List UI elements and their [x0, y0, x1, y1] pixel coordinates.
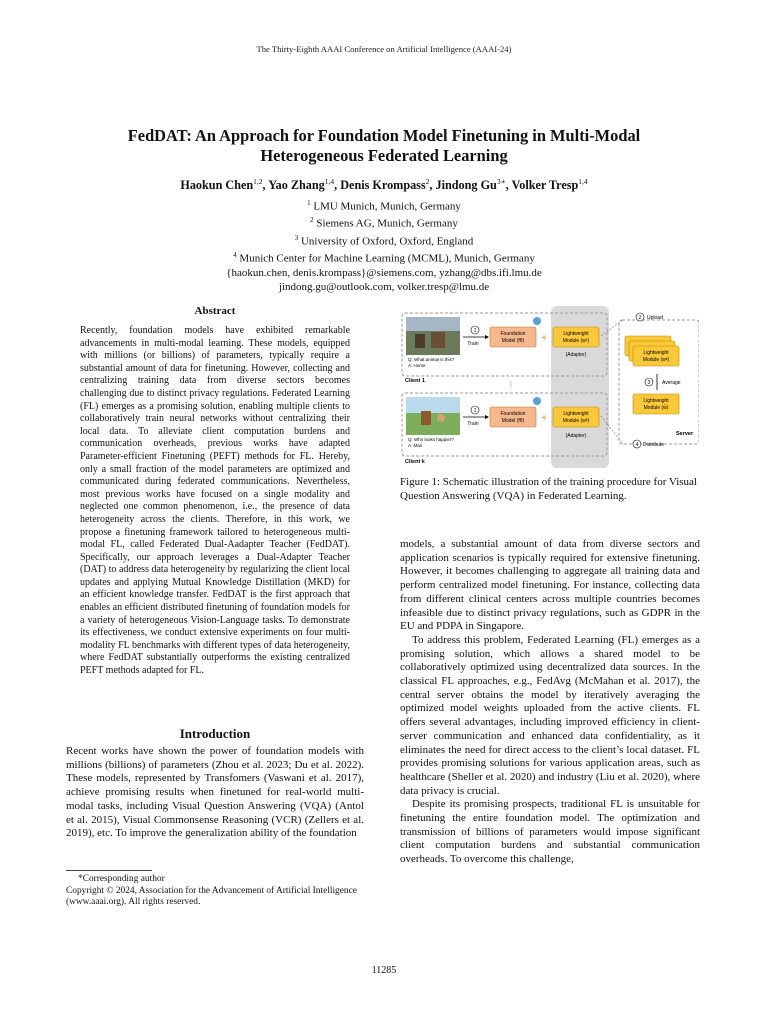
global-module-label: Lightweight	[643, 398, 669, 404]
lightweight-module-k	[553, 407, 599, 427]
corresponding-author-note: *Corresponding author	[78, 874, 165, 884]
author-separator: ,	[429, 178, 436, 193]
step-1k-number: 1	[473, 408, 477, 414]
author-name: Haokun Chen	[180, 178, 254, 193]
step-4-number: 4	[635, 442, 639, 448]
author-separator: ,	[505, 178, 512, 193]
lightweight-1-label: Lightweight	[563, 331, 589, 337]
email-line-2: jindong.gu@outlook.com, volker.tresp@lmu.de	[278, 280, 490, 293]
introduction-heading: Introduction	[179, 726, 251, 741]
stack-label: Lightweight	[643, 350, 669, 356]
foundation-1-label: Foundation	[500, 331, 526, 337]
train-label: Train	[467, 341, 479, 347]
author-name: Yao Zhang	[268, 178, 325, 193]
global-module-sub: Module (w̄)	[643, 405, 669, 411]
abstract-text: Recently, foundation models have exhibited remarkable advancements in multi-modal learning. These models, equipped with millions (or billions) of parameters, typically require a substantial amount of data for finetuning. However, collecting and centralizing training data from diverse sectors becomes challenging due to distinct privacy regulations. Federated Learning (FL) emerges as a promising solution, enabling multiple clients to collaboratively train neural networks without centralizing their local data. To alleviate client computation burdens and communication overheads, previous works have adapted Parameter-efficient Finetuning (PEFT) methods for FL. Hereby, only a small fraction of the model parameters are optimized and communicated during federated communications. Nevertheless, most previous works have focused on a single modality and neglected one common phenomenon, i.e., the presence of data heterogeneity across the clients. Therefore, in this work, we propose a finetuning framework tailored to heterogeneous multi-modal FL, called Federated Dual-Aadapter Teacher (FedDAT). Specifically, our approach leverages a Dual-Adapter Teacher (DAT) to address data heterogeneity by regularizing the client local updates and applying Mutual Knowledge Distillation (MKD) for an efficient knowledge transfer. FedDAT is the first approach that enables an efficient distributed finetuning of foundation models for a variety of heterogeneous Vision-Language tasks. To demonstrate its effectiveness, we conduct extensive experiments on four multi-modality FL benchmarks with different types of data heterogeneity, where FedDAT substantially outperforms the existing centralized PEFT methods adapted for FL.	[80, 325, 350, 677]
title-line-2: Heterogeneous Federated Learning	[260, 146, 508, 165]
upload-label: Upload	[647, 315, 663, 321]
average-label: Average	[662, 380, 681, 386]
step-1-number: 1	[473, 328, 477, 334]
clientk-question: Q: Who looks happier?	[408, 437, 454, 442]
footnote-rule	[66, 870, 152, 871]
adapter-label-1: (Adapter)	[565, 352, 587, 358]
abstract-heading: Abstract	[194, 305, 236, 317]
footnote	[66, 874, 364, 909]
page-number: 11285	[371, 965, 397, 976]
stack-sub: Module (wᵏ)	[642, 357, 670, 363]
copyright-note: Copyright © 2024, Association for the Advancement of Artificial Intelligence (www.aaai.org). All rights reserved.	[66, 885, 357, 907]
server-label: Server	[676, 431, 694, 437]
plus-icon-1: +	[541, 333, 547, 344]
author-affiliation-mark: 1,4	[324, 177, 335, 186]
affiliation-line	[60, 197, 708, 214]
affiliation-text: Munich Center for Machine Learning (MCML), Munich, Germany	[239, 253, 535, 266]
flame-icon-1	[533, 317, 541, 325]
affiliation-mark: 4	[233, 251, 237, 260]
intro-right-column	[400, 538, 700, 867]
intro-right-paragraph-1: models, a substantial amount of data from diverse sectors and application scenarios is typically required for extensive finetuning. However, it becomes challenging to aggregate all training data and perform centralized model finetuning. For instance, collecting data from different clinical centers across multiple countries becomes infeasible due to distinct privacy regulations, such as GDPR in the EU and PDPA in Singapore.	[400, 538, 700, 633]
train-label-k: Train	[467, 421, 479, 427]
foundation-model-k	[490, 407, 536, 427]
author-affiliation-mark: 1,2	[253, 177, 263, 186]
author-separator: ,	[334, 178, 341, 193]
foundation-k-sub: Model (fθ)	[501, 418, 525, 424]
adapter-label-k: (Adapter)	[565, 433, 587, 439]
step-2-number: 2	[638, 315, 642, 321]
affiliations	[60, 197, 708, 294]
intro-left-paragraph: Recent works have shown the power of foundation models with millions (billions) of parameters (Zhou et al. 2023; Du et al. 2022). These models, represented by Transfomers (Vaswani et al. 2017), achieve promising results when finetuned for real-world multi-modal tasks, including Visual Question Answering (VQA) (Antol et al. 2015), Visual Commonsense Reasoning (VCR) (Zellers et al. 2019), etc. To improve the generalization ability of the foundation	[66, 745, 364, 840]
affiliation-mark: 1	[307, 199, 311, 207]
client1-question: Q: What animal is this?	[408, 357, 455, 362]
author-affiliation-mark: 1,4	[578, 177, 588, 186]
client1-answer: A: Horse	[408, 363, 426, 368]
email-line-1: {haokun.chen, denis.krompass}@siemens.com, yzhang@dbs.ifi.lmu.de	[226, 266, 542, 279]
foundation-1-sub: Model (fθ)	[501, 338, 525, 344]
affiliation-line	[60, 249, 708, 266]
foundation-k-label: Foundation	[500, 411, 526, 417]
author-affiliation-mark: 2	[425, 177, 430, 186]
lightweight-module-1	[553, 327, 599, 347]
figure-1-caption: Figure 1: Schematic illustration of the training procedure for Visual Question Answering (VQA) in Federated Learning.	[400, 476, 697, 502]
distribute-label: Distribute	[643, 442, 665, 448]
author-separator: ,	[262, 178, 269, 193]
figure-1-diagram	[401, 306, 699, 468]
paper-title	[60, 126, 708, 166]
lightweight-k-label: Lightweight	[563, 411, 589, 417]
intro-right-paragraph-3: Despite its promising prospects, traditional FL is unsuitable for finetuning the entire foundation model. The optimization and transmission of billions of parameters would impose significant client computation burdens and substantial communication overheads. To overcome this challenge,	[400, 798, 700, 866]
affiliation-text: Siemens AG, Munich, Germany	[316, 218, 458, 231]
lightweight-1-sub: Module (w¹)	[562, 338, 590, 344]
author-name: Volker Tresp	[511, 178, 579, 193]
plus-icon-k: +	[541, 413, 547, 424]
affiliation-line	[60, 232, 708, 249]
lightweight-k-sub: Module (wᵏ)	[562, 418, 590, 424]
global-module	[633, 394, 679, 414]
author-affiliation-mark: 3∗	[496, 177, 506, 186]
affiliation-text: University of Oxford, Oxford, England	[300, 235, 474, 248]
clientk-label: Client k	[405, 459, 425, 465]
conference-header: The Thirty-Eighth AAAI Conference on Artificial Intelligence (AAAI-24)	[256, 44, 512, 54]
author-list	[60, 177, 708, 193]
affiliation-mark: 3	[294, 233, 299, 242]
step-3-number: 3	[647, 380, 651, 386]
title-line-1: FedDAT: An Approach for Foundation Model Finetuning in Multi-Modal	[127, 126, 641, 145]
affiliation-line	[60, 214, 708, 231]
foundation-model-1	[490, 327, 536, 347]
affiliation-text: LMU Munich, Munich, Germany	[313, 200, 461, 213]
author-name: Jindong Gu	[435, 178, 497, 193]
ellipsis-dots: ⋮	[508, 382, 514, 388]
affiliation-mark: 2	[310, 216, 314, 225]
clientk-answer: A: Man	[408, 443, 423, 448]
uploaded-modules-stack	[633, 346, 679, 366]
intro-right-paragraph-2: To address this problem, Federated Learning (FL) emerges as a promising solution, which allows a shared model to be collaboratively optimized using decentralized data sources. In the classical FL approaches, e.g., FedAvg (McMahan et al. 2017), the central server obtains the model by iteratively averaging the optimized model weights uploaded from the active clients. FL offers several advantages, including improved efficiency in client-server communication and enhanced data confidentiality, as it eliminates the need for direct access to the client’s local dataset. FL provides promising solutions for various application areas, such as healthcare (Sheller et al. 2020) and industry (Liu et al. 2020), where data privacy is crucial.	[400, 633, 700, 797]
client1-label: Client 1	[405, 378, 425, 384]
author-name: Denis Krompass	[340, 178, 426, 193]
flame-icon-k	[533, 397, 541, 405]
